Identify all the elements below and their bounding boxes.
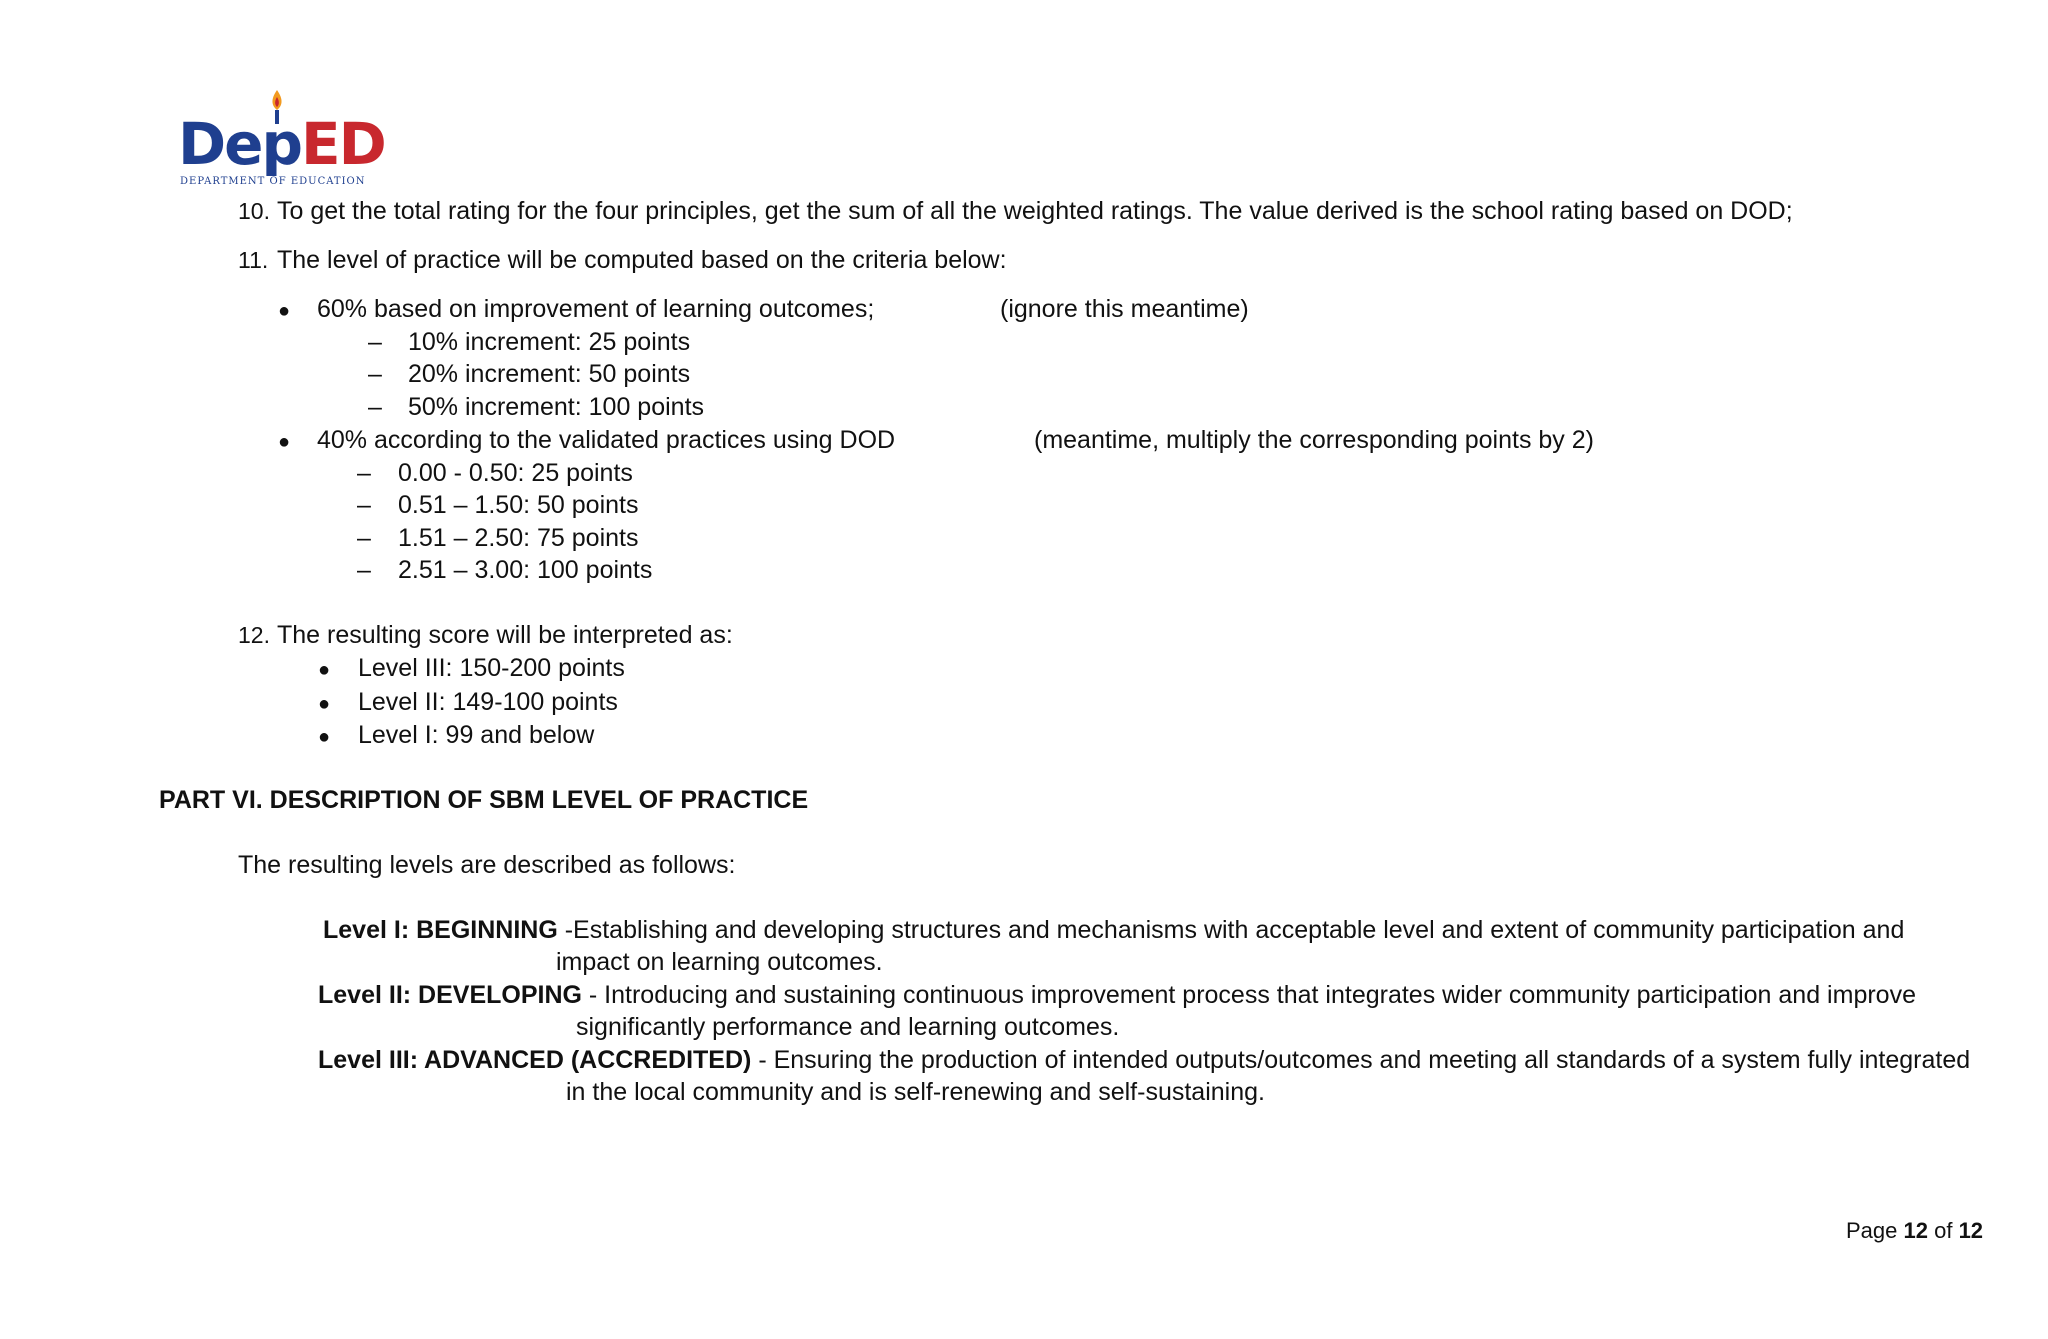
level-item: ● Level II: 149-100 points	[318, 688, 618, 716]
sub-item: – 1.51 – 2.50: 75 points	[357, 524, 639, 552]
bullet-icon: ●	[318, 659, 331, 681]
sub-item: – 20% increment: 50 points	[368, 360, 691, 388]
criteria-item-40: ● 40% according to the validated practices using DOD	[278, 426, 896, 454]
bullet-icon: ●	[318, 693, 331, 715]
page-number: Page 12 of 12	[1846, 1218, 1984, 1243]
level-description-developing: Level II: DEVELOPING - Introducing and sustaining continuous improvement process that integrates wider community participation and improve	[318, 981, 1916, 1009]
criteria-item-60: ● 60% based on improvement of learning outcomes;	[278, 295, 875, 323]
bullet-icon: ●	[278, 300, 291, 322]
list-item-12: 12. The resulting score will be interpreted as:	[238, 621, 733, 649]
list-item-10: 10. To get the total rating for the four principles, get the sum of all the weighted ratings. The value derived is the school rating based on DOD;	[238, 197, 1793, 225]
deped-logo	[178, 88, 388, 194]
sub-item: – 10% increment: 25 points	[368, 328, 691, 356]
criteria-note-40: (meantime, multiply the corresponding points by 2)	[1034, 426, 1594, 454]
level-item: ● Level I: 99 and below	[318, 721, 595, 749]
section-intro: The resulting levels are described as follows:	[238, 851, 736, 879]
bullet-icon: ●	[278, 431, 291, 453]
logo-wordmark: DepED	[178, 110, 385, 178]
bullet-icon: ●	[318, 726, 331, 748]
logo-subtitle: DEPARTMENT OF EDUCATION	[180, 176, 366, 187]
sub-item: – 0.00 - 0.50: 25 points	[357, 459, 633, 487]
level-description-advanced-cont: in the local community and is self-renewing and self-sustaining.	[566, 1078, 1265, 1106]
sub-item: – 2.51 – 3.00: 100 points	[357, 556, 653, 584]
sub-item: – 50% increment: 100 points	[368, 393, 705, 421]
list-item-11: 11. The level of practice will be computed based on the criteria below:	[238, 246, 1007, 274]
section-heading: PART VI. DESCRIPTION OF SBM LEVEL OF PRACTICE	[159, 786, 809, 814]
sub-item: – 0.51 – 1.50: 50 points	[357, 491, 639, 519]
level-description-beginning: Level I: BEGINNING -Establishing and developing structures and mechanisms with acceptable level and extent of community participation and	[323, 916, 1905, 944]
level-description-advanced: Level III: ADVANCED (ACCREDITED) - Ensuring the production of intended outputs/outcomes and meeting all standards of a system fully integrated	[318, 1046, 1971, 1074]
level-item: ● Level III: 150-200 points	[318, 654, 625, 682]
level-description-beginning-cont: impact on learning outcomes.	[556, 948, 883, 976]
criteria-note-60: (ignore this meantime)	[1000, 295, 1249, 323]
level-description-developing-cont: significantly performance and learning outcomes.	[576, 1013, 1120, 1041]
